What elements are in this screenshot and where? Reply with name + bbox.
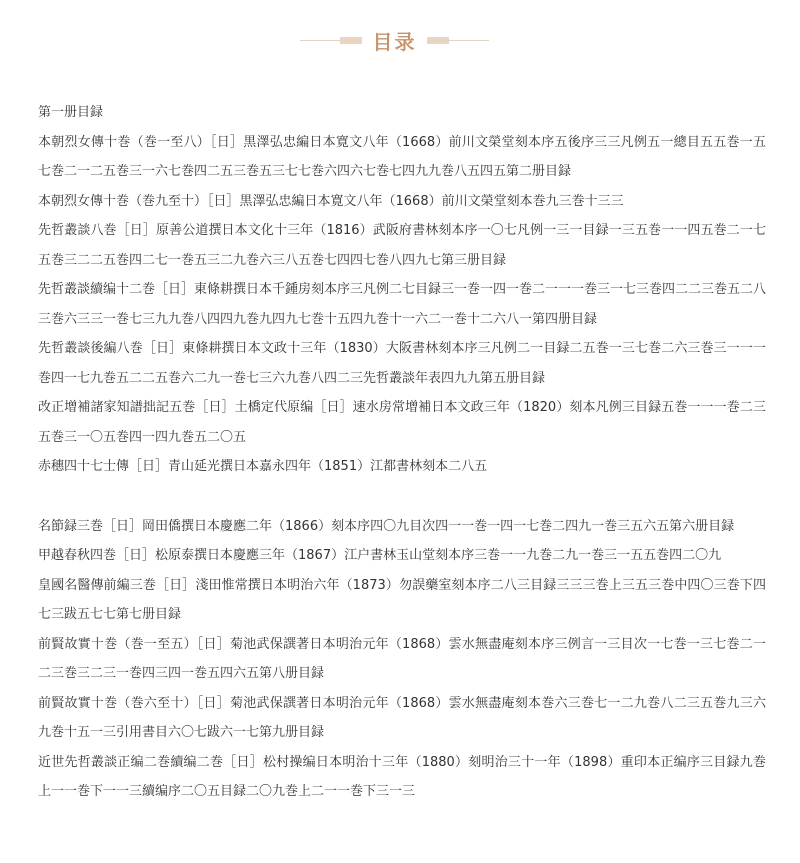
toc-content [38,98,766,807]
page-title: 目录 [372,30,417,54]
toc-entry: 先哲叢談後編八巻［日］東條耕撰日本文政十三年（1830）大阪書林刻本序三凡例二一目録二五巻一三七巻二六三巻三一一一巻四一七九巻五二二五巻六二九一巻七三六九巻八四二三先哲叢談年表四九九第五册目録 [38,341,766,386]
toc-entry: 甲越春秋四巻［日］松原泰撰日本慶應三年（1867）江户書林玉山堂刻本序三巻一一九巻二九一巻三一五五巻四二〇九 [38,548,722,563]
title-divider-right [427,40,489,41]
section-spacer [38,482,766,512]
section-heading: 第一册目録 [38,105,104,120]
toc-entry: 本朝烈女傳十巻（巻九至十）［日］黒澤弘忠編日本寛文八年（1668）前川文榮堂刻本巻九三巻十三三 [38,193,624,209]
toc-entry: 本朝烈女傳十巻（巻一至八）［日］黒澤弘忠編日本寛文八年（1668）前川文榮堂刻本序五後序三三凡例五一總目五五巻一五七巻二一二五巻三一六七巻四二五三巻五三七七巻六四六七巻七四九九巻八五四五第二册目録 [38,134,766,179]
toc-title-bar [0,24,800,58]
toc-entry: 先哲叢談續编十二巻［日］東條耕撰日本千鍾房刻本序三凡例二七目録三一巻一四一巻二一一一巻三一七三巻四二二三巻五二八三巻六三三一巻七三九九巻八四四九巻九四九七巻十五四九巻十一六二一巻十二六八一第四册目録 [38,282,767,327]
toc-entry: 改正增補諸家知譜拙記五巻［日］土橋定代原编［日］速水房常增補日本文政三年（1820）刻本凡例三目録五巻一一一巻二三五巻三一〇五巻四一四九巻五二〇五 [38,400,766,445]
toc-entry: 前賢故實十巻（巻六至十）［日］菊池武保譔著日本明治元年（1868）雲水無盡庵刻本巻六三巻七一二九巻八二三五巻九三六九巻十五一三引用書目六〇七跋六一七第九册目録 [38,695,766,740]
title-ornament-left [340,37,362,44]
toc-entry: 先哲叢談八巻［日］原善公道撰日本文化十三年（1816）武阪府書林刻本序一〇七凡例一三一目録一三五巻一一四五巻二一七五巻三二二五巻四二七一巻五三二九巻六三八五巻七四四七巻八四九七第三册目録 [38,223,766,268]
toc-entry: 皇國名醫傳前編三巻［日］淺田惟常撰日本明治六年（1873）勿誤藥室刻本序二八三目録三三三巻上三五三巻中四〇三巻下四七三跋五七七第七册目録 [38,577,766,622]
toc-entry: 赤穗四十七士傳［日］青山延光撰日本嘉永四年（1851）江都書林刻本二八五 [38,459,488,474]
toc-entry: 近世先哲叢談正编二巻續编二巻［日］松村操编日本明治十三年（1880）刻明治三十一年（1898）重印本正编序三目録九巻上一一巻下一一三續编序二〇五目録二〇九巻上二一一巻下三一三 [38,754,766,799]
toc-entry: 名節録三巻［日］岡田僑撰日本慶應二年（1866）刻本序四〇九目次四一一巻一四一七巻二四九一巻三五六五第六册目録 [38,518,735,534]
toc-entry: 前賢故實十巻（巻一至五）［日］菊池武保譔著日本明治元年（1868）雲水無盡庵刻本序三例言一三目次一七巻一三七巻二一二三巻三二三一巻四三四一巻五四六五第八册目録 [38,636,766,681]
